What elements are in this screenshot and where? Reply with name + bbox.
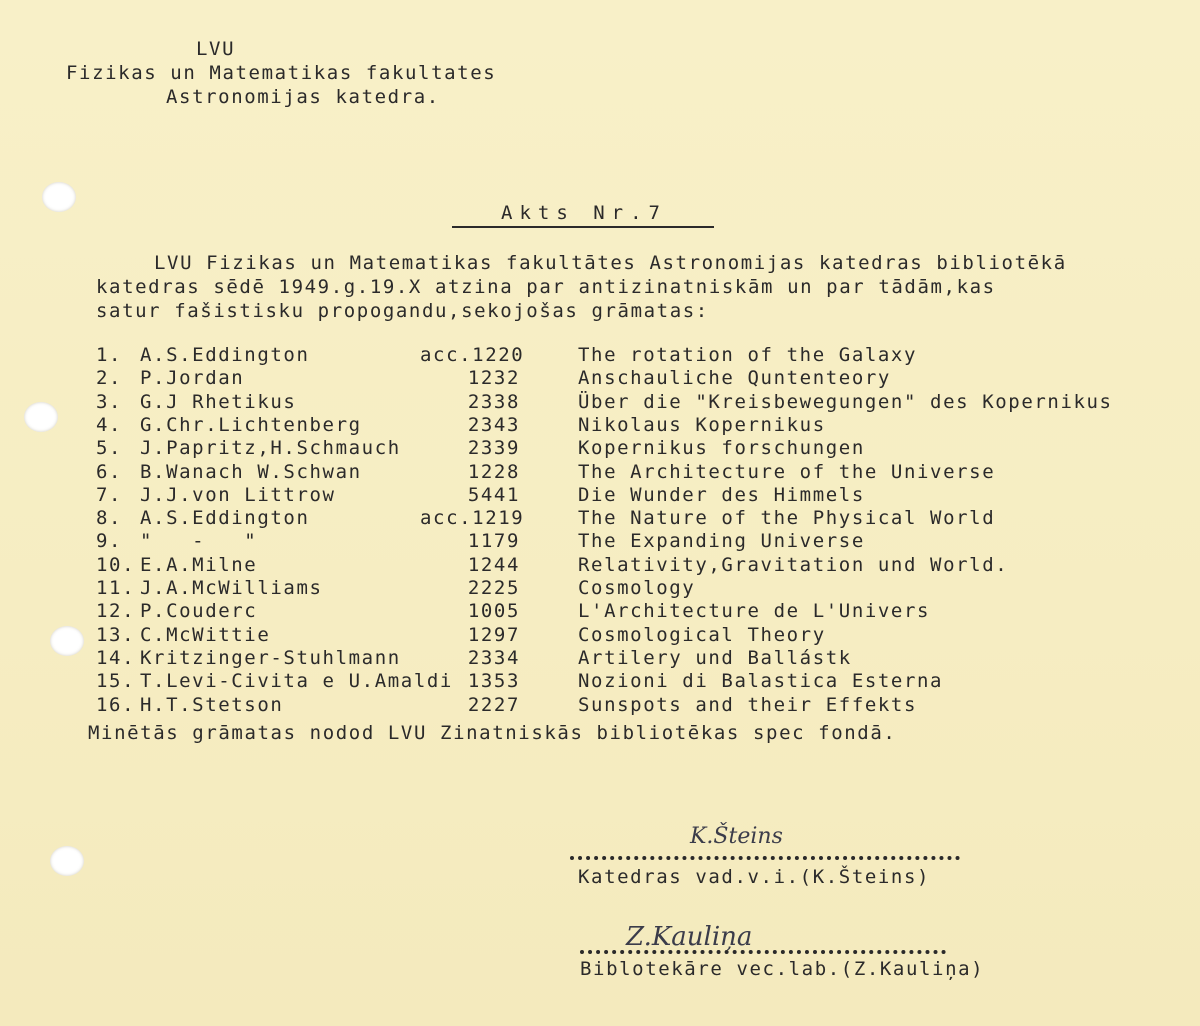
letterhead-line: Astronomijas katedra.: [166, 86, 440, 108]
punch-hole: [50, 626, 84, 656]
punch-hole: [50, 846, 84, 876]
punch-hole: [42, 182, 76, 212]
book-title: Die Wunder des Himmels: [578, 484, 865, 506]
book-accession: 1232: [467, 367, 520, 389]
book-author: J.Papritz,H.Schmauch: [140, 437, 401, 459]
book-title: L'Architecture de L'Univers: [578, 600, 931, 622]
closing-statement: Minētās grāmatas nodod LVU Zinatniskās bibliotēkas spec fondā.: [88, 722, 897, 744]
book-number: 16.: [96, 694, 136, 716]
document-title: Akts Nr.7: [501, 202, 667, 224]
signature-line: [570, 856, 960, 860]
book-accession: 1228: [467, 461, 520, 483]
book-author: H.T.Stetson: [140, 694, 284, 716]
book-accession: 2227: [467, 694, 520, 716]
signature-line: [580, 950, 946, 954]
book-author: B.Wanach W.Schwan: [140, 461, 362, 483]
handwritten-signature: Z.Kauliņa: [626, 922, 753, 952]
book-author: P.Couderc: [140, 600, 258, 622]
book-number: 10.: [96, 554, 136, 576]
book-accession: 2338: [467, 391, 520, 413]
book-author: E.A.Milne: [140, 554, 258, 576]
intro-line: katedras sēdē 1949.g.19.X atzina par antizinatniskām un par tādām,kas: [96, 276, 996, 298]
book-number: 14.: [96, 647, 136, 669]
intro-line: LVU Fizikas un Matematikas fakultātes Astronomijas katedras bibliotēkā: [154, 252, 1067, 274]
book-accession: 1005: [467, 600, 520, 622]
book-author: C.McWittie: [140, 624, 271, 646]
book-number: 13.: [96, 624, 136, 646]
book-accession: acc.1220: [420, 344, 525, 366]
book-accession: 5441: [467, 484, 520, 506]
book-author: T.Levi-Civita e U.Amaldi: [140, 670, 453, 692]
signatory-label: Biblotekāre vec.lab.(Z.Kauliņa): [580, 958, 985, 980]
book-number: 11.: [96, 577, 136, 599]
book-number: 8.: [96, 507, 123, 529]
book-title: Cosmological Theory: [578, 624, 826, 646]
book-title: Nozioni di Balastica Esterna: [578, 670, 944, 692]
book-number: 9.: [96, 530, 123, 552]
book-title: Sunspots and their Effekts: [578, 694, 918, 716]
book-accession: 1179: [467, 530, 520, 552]
book-title: Cosmology: [578, 577, 696, 599]
signatory-label: Katedras vad.v.i.(K.Šteins): [578, 866, 931, 888]
punch-hole: [24, 402, 58, 432]
book-accession: 2339: [467, 437, 520, 459]
book-title: Kopernikus forschungen: [578, 437, 865, 459]
book-accession: 1353: [467, 670, 520, 692]
book-title: Anschauliche Quntenteory: [578, 367, 891, 389]
book-author: " - ": [140, 530, 258, 552]
book-number: 2.: [96, 367, 123, 389]
book-number: 3.: [96, 391, 123, 413]
book-title: The Architecture of the Universe: [578, 461, 996, 483]
book-accession: acc.1219: [420, 507, 525, 529]
book-title: The Expanding Universe: [578, 530, 865, 552]
book-accession: 2334: [467, 647, 520, 669]
book-title: Relativity,Gravitation und World.: [578, 554, 1009, 576]
book-accession: 2225: [467, 577, 520, 599]
book-title: The rotation of the Galaxy: [578, 344, 918, 366]
book-author: J.J.von Littrow: [140, 484, 336, 506]
book-title: Nikolaus Kopernikus: [578, 414, 826, 436]
book-number: 6.: [96, 461, 123, 483]
book-accession: 2343: [467, 414, 520, 436]
book-number: 7.: [96, 484, 123, 506]
book-title: The Nature of the Physical World: [578, 507, 996, 529]
letterhead-line: LVU: [196, 38, 236, 60]
book-number: 1.: [96, 344, 123, 366]
book-number: 12.: [96, 600, 136, 622]
book-author: A.S.Eddington: [140, 507, 310, 529]
title-underline: [452, 226, 714, 228]
book-author: G.J Rhetikus: [140, 391, 297, 413]
book-author: Kritzinger-Stuhlmann: [140, 647, 401, 669]
book-title: Artilery und Ballástk: [578, 647, 852, 669]
book-number: 4.: [96, 414, 123, 436]
letterhead-line: Fizikas un Matematikas fakultates: [66, 62, 497, 84]
book-accession: 1297: [467, 624, 520, 646]
book-number: 15.: [96, 670, 136, 692]
book-author: A.S.Eddington: [140, 344, 310, 366]
book-accession: 1244: [467, 554, 520, 576]
handwritten-signature: K.Šteins: [690, 824, 783, 849]
book-author: J.A.McWilliams: [140, 577, 323, 599]
book-author: G.Chr.Lichtenberg: [140, 414, 362, 436]
intro-line: satur fašistisku propogandu,sekojošas grāmatas:: [96, 300, 709, 322]
book-title: Über die "Kreisbewegungen" des Kopernikus: [578, 391, 1113, 413]
book-author: P.Jordan: [140, 367, 245, 389]
book-number: 5.: [96, 437, 123, 459]
